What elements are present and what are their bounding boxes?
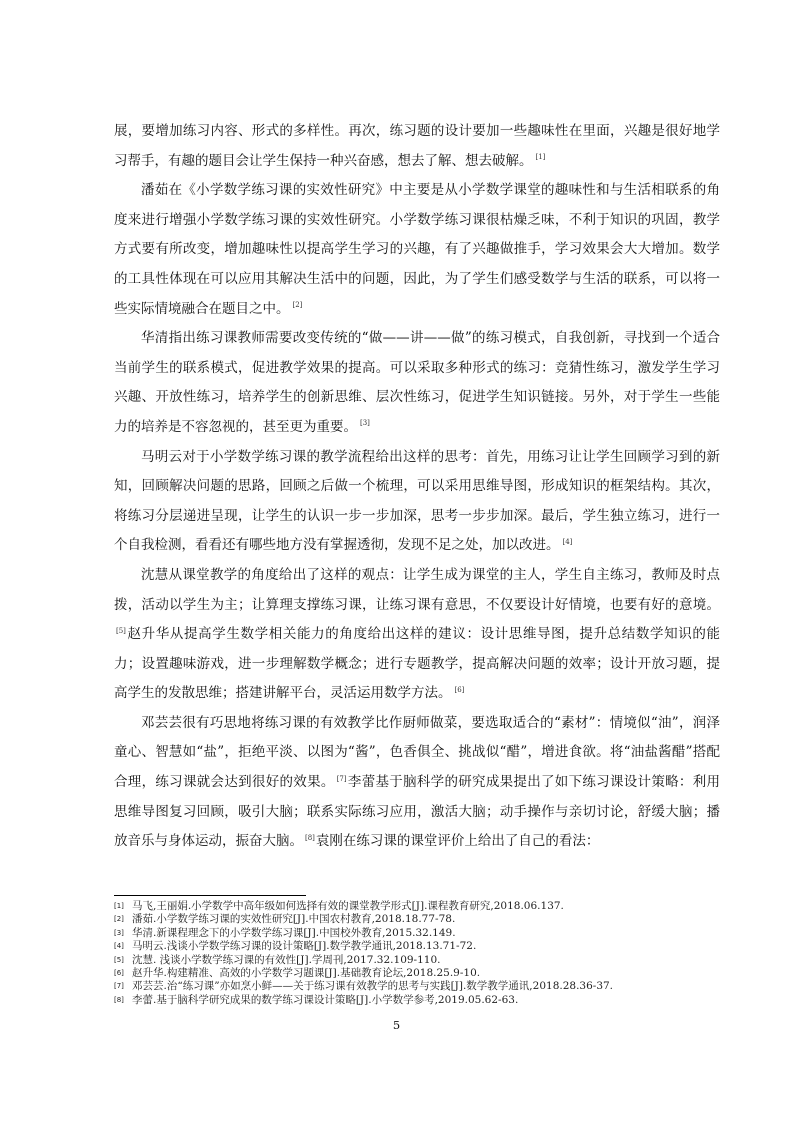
page-number: 5 (392, 1018, 401, 1032)
footnote-text: 华清.新课程理念下的小学数学练习课[J].中国校外教育,2015.32.149. (132, 926, 456, 939)
paragraph-5 (114, 561, 720, 709)
paragraph-4-text: 马明云对于小学数学练习课的教学流程给出这样的思考：首先，用练习让让学生回顾学习到的新知，回顾解决问题的思路，回顾之后做一个梳理，可以采用思维导图，形成知识的框架结构。其次，将练习分层递进呈现，让学生的认识一步一步加深，思考一步步加深。最后，学生独立练习，进行一个自我检测，看看还有哪些地方没有掌握透彻，发现不足之处，加以改进。 (114, 448, 720, 554)
footnote-item (114, 967, 734, 980)
footnotes (114, 900, 734, 1007)
citation-ref-7: [7] (336, 774, 347, 783)
footnote-text: 马飞,王丽娟.小学数学中高年级如何选择有效的课堂教学形式[J].课程教育研究,2018.06.137. (132, 900, 564, 912)
paragraph-1-text: 展，要增加练习内容、形式的多样性。再次，练习题的设计要加一些趣味性在里面，兴趣是很好地学习帮手，有趣的题目会让学生保持一种兴奋感，想去了解、想去破解。 (114, 123, 720, 169)
paragraph-6-text-a: 邓芸芸很有巧思地将练习课的有效教学比作厨师做菜，要选取适合的“素材”：情境似“油”，润泽童心、智慧如“盐”，拒绝平淡、以图为“酱”，色香俱全、挑战似“醋”，增进食欲。将“油盐酱醋”搭配合理，练习课就会达到很好的效果。 (114, 714, 720, 791)
paragraph-6-text-c: 袁刚在练习课的课堂评价上给出了自己的看法： (315, 833, 600, 850)
footnote-item (114, 927, 734, 940)
paragraph-3-text: 华清指出练习课教师需要改变传统的“做——讲——做”的练习模式，自我创新，寻找到一个适合当前学生的联系模式，促进教学效果的提高。可以采取多种形式的练习：竞猜性练习，激发学生学习兴趣、开放性练习，培养学生的创新思维、层次性练习，促进学生知识链接。另外，对于学生一些能力的培养是不容忽视的，甚至更为重要。 (114, 330, 720, 435)
footnote-number: [8] (114, 995, 124, 1004)
footnote-number: [2] (114, 915, 124, 924)
footnote-divider (114, 895, 306, 896)
footnote-text: 李蕾.基于脑科学研究成果的数学练习课设计策略[J].小学数学参考,2019.05.62-63. (132, 993, 519, 1006)
citation-ref-8: [8] (305, 833, 315, 842)
paragraph-5-text-a: 沈慧从课堂教学的角度给出了这样的观点：让学生成为课堂的主人，学生自主练习，教师及时点拨，活动以学生为主；让算理支撑练习课，让练习课有意思，不仅要设计好情境，也要有好的意境。 (114, 566, 720, 613)
footnote-item (114, 954, 734, 967)
footnote-number: [1] (114, 902, 124, 910)
footnote-number: [5] (114, 955, 124, 964)
citation-ref-6: [6] (454, 685, 465, 694)
footnote-text: 邓芸芸.治“练习课”亦如烹小鲜——关于练习课有效教学的思考与实践[J].数学教学通讯,2018.28.36-37. (132, 980, 614, 993)
paragraph-6-text-b: 李蕾基于脑科学的研究成果提出了如下练习课设计策略：利用思维导图复习回顾，吸引大脑；联系实际练习应用，激活大脑；动手操作与亲切讨论，舒缓大脑；播放音乐与身体运动，振奋大脑。 (114, 774, 721, 850)
paragraph-1 (114, 117, 720, 176)
footnote-item (114, 940, 734, 953)
paragraph-4 (114, 443, 720, 561)
citation-ref-5: [5] (116, 626, 126, 635)
footnote-item (114, 980, 734, 993)
footnote-number: [3] (114, 928, 124, 937)
footnote-text: 沈慧. 浅谈小学数学练习课的有效性[J].学周刊,2017.32.109-110. (132, 953, 441, 966)
footnote-text: 马明云.浅谈小学数学练习课的设计策略[J].数学教学通讯,2018.13.71-72. (132, 940, 477, 953)
citation-ref-4: [4] (562, 537, 573, 546)
paragraph-2 (114, 176, 720, 324)
paragraph-6 (114, 709, 720, 857)
citation-ref-3: [3] (360, 419, 370, 428)
footnote-number: [7] (114, 982, 124, 991)
footnote-item (114, 994, 734, 1007)
paragraph-2-text: 潘茹在《小学数学练习课的实效性研究》中主要是从小学数学课堂的趣味性和与生活相联系的角度来进行增强小学数学练习课的实效性研究。小学数学练习课很枯燥乏味，不利于知识的巩固，教学方式要有所改变，增加趣味性以提高学生学习的兴趣，有了兴趣做推手，学习效果会大大增加。数学的工具性体现在可以应用其解决生活中的问题，因此，为了学生们感受数学与生活的联系，可以将一些实际情境融合在题目之中。 (114, 182, 720, 317)
footnote-number: [6] (114, 969, 124, 978)
citation-ref-2: [2] (292, 301, 303, 310)
footnote-text: 赵升华.构建精准、高效的小学数学习题课[J].基础教育论坛,2018.25.9-10. (132, 967, 481, 980)
footnote-number: [4] (114, 942, 124, 951)
citation-ref-1: [1] (535, 153, 546, 162)
footnote-item (114, 900, 734, 913)
footnote-text: 潘茹.小学数学练习课的实效性研究[J].中国农村教育,2018.18.77-78. (132, 913, 456, 926)
paragraph-3 (114, 324, 720, 442)
footnote-item (114, 913, 734, 926)
body-text (114, 117, 720, 857)
paragraph-5-text-b: 赵升华从提高学生数学相关能力的角度给出这样的建议：设计思维导图，提升总结数学知识的能力；设置趣味游戏，进一步理解数学概念；进行专题教学，提高解决问题的效率；设计开放习题，提高学生的发散思维；搭建讲解平台，灵活运用数学方法。 (114, 626, 720, 702)
